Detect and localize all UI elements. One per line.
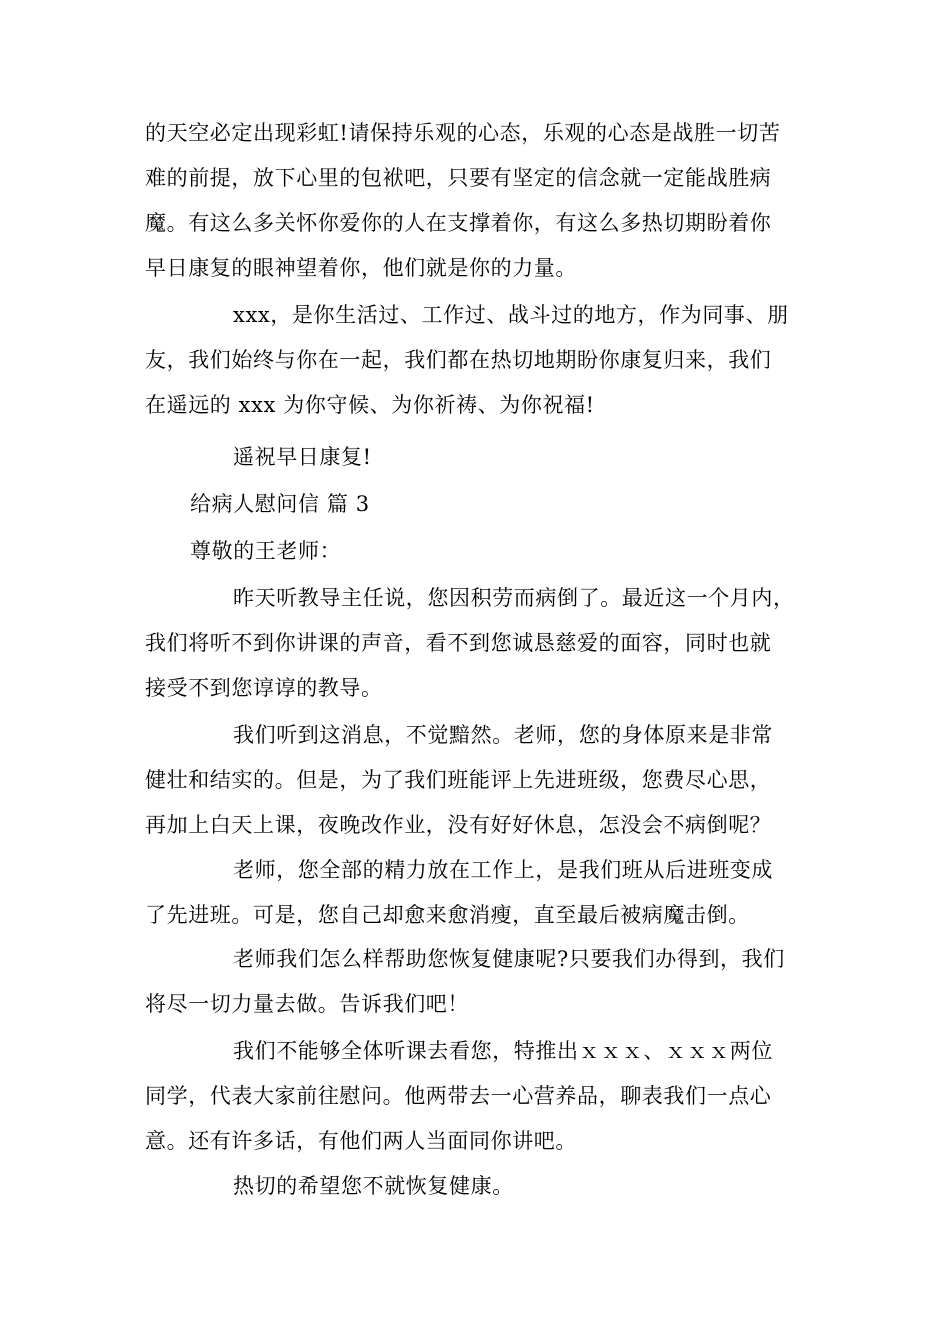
text-line: 将尽一切力量去做。告诉我们吧！	[145, 992, 469, 1016]
text-line: 老师我们怎么样帮助您恢复健康呢?只要我们办得到，我们	[233, 947, 785, 971]
text-line: 热切的希望您不就恢复健康。	[233, 1174, 514, 1198]
text-line: 我们不能够全体听课去看您，特推出ｘｘｘ、ｘｘｘ两位	[233, 1039, 773, 1063]
text-line: 接受不到您谆谆的教导。	[145, 676, 383, 700]
text-line: 再加上白天上课，夜晚改作业，没有好好休息，怎没会不病倒呢？	[145, 813, 772, 837]
text-line: 意。还有许多话，有他们两人当面同你讲吧。	[145, 1129, 577, 1153]
text-line: 早日康复的眼神望着你，他们就是你的力量。	[145, 256, 577, 280]
text-line: xxx，是你生活过、工作过、战斗过的地方，作为同事、朋	[233, 303, 789, 327]
text-line: 在遥远的 xxx 为你守候、为你祈祷、为你祝福!	[145, 393, 595, 417]
salutation: 尊敬的王老师：	[190, 539, 342, 563]
text-line: 健壮和结实的。但是，为了我们班能评上先进班级，您费尽心思，	[145, 768, 772, 792]
text-line: 友，我们始终与你在一起，我们都在热切地期盼你康复归来，我们	[145, 348, 772, 372]
text-line: 魔。有这么多关怀你爱你的人在支撑着你，有这么多热切期盼着你	[145, 211, 772, 235]
text-line: 昨天听教导主任说，您因积劳而病倒了。最近这一个月内，	[233, 586, 795, 610]
text-line: 了先进班。可是，您自己却愈来愈消瘦，直至最后被病魔击倒。	[145, 903, 750, 927]
text-line: 我们将听不到你讲课的声音，看不到您诚恳慈爱的面容，同时也就	[145, 631, 772, 655]
text-line: 难的前提，放下心里的包袱吧，只要有坚定的信念就一定能战胜病	[145, 166, 772, 190]
text-line: 的天空必定出现彩虹!请保持乐观的心态，乐观的心态是战胜一切苦	[145, 121, 781, 145]
section-heading: 给病人慰问信 篇 3	[190, 492, 370, 516]
text-line: 老师，您全部的精力放在工作上，是我们班从后进班变成	[233, 858, 773, 882]
text-line: 我们听到这消息，不觉黯然。老师，您的身体原来是非常	[233, 723, 773, 747]
closing-line: 遥祝早日康复!	[233, 445, 372, 469]
text-line: 同学，代表大家前往慰问。他两带去一心营养品，聊表我们一点心	[145, 1084, 772, 1108]
